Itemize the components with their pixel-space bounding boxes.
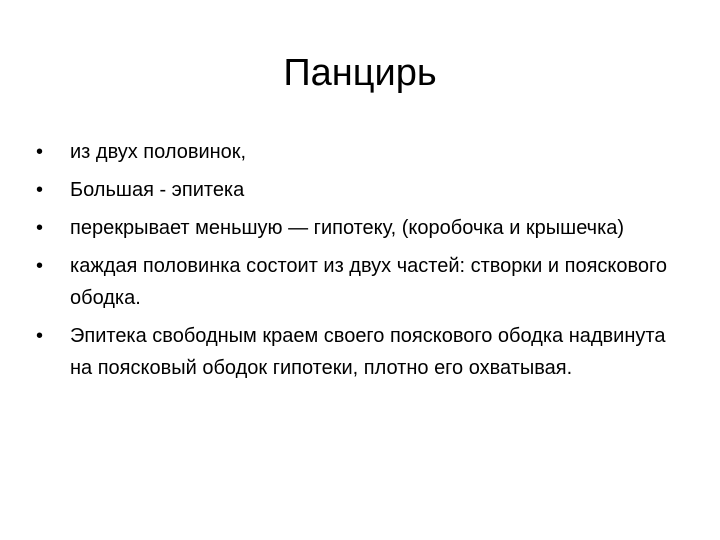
bullet-text: каждая половинка состоит из двух частей: створки и пояскового ободка. [70, 255, 668, 309]
bullet-text: из двух половинок, [70, 141, 247, 163]
bullet-text: Большая - эпитека [70, 179, 245, 201]
bullet-item [36, 136, 686, 168]
bullet-marker: • [36, 179, 44, 201]
bullet-item [36, 320, 686, 384]
bullet-text: Эпитека свободным краем своего пояскового ободка надвинута на поясковый ободок гипотеки, плотно его охватывая. [70, 325, 666, 379]
slide-title: Панцирь [283, 52, 437, 94]
bullet-item [36, 212, 686, 244]
bullet-list [36, 136, 686, 390]
bullet-marker: • [36, 217, 44, 239]
bullet-text: перекрывает меньшую — гипотеку, (коробочка и крышечка) [70, 217, 625, 239]
bullet-item [36, 174, 686, 206]
bullet-item [36, 250, 686, 314]
bullet-marker: • [36, 255, 44, 277]
bullet-marker: • [36, 325, 44, 347]
bullet-marker: • [36, 141, 44, 163]
